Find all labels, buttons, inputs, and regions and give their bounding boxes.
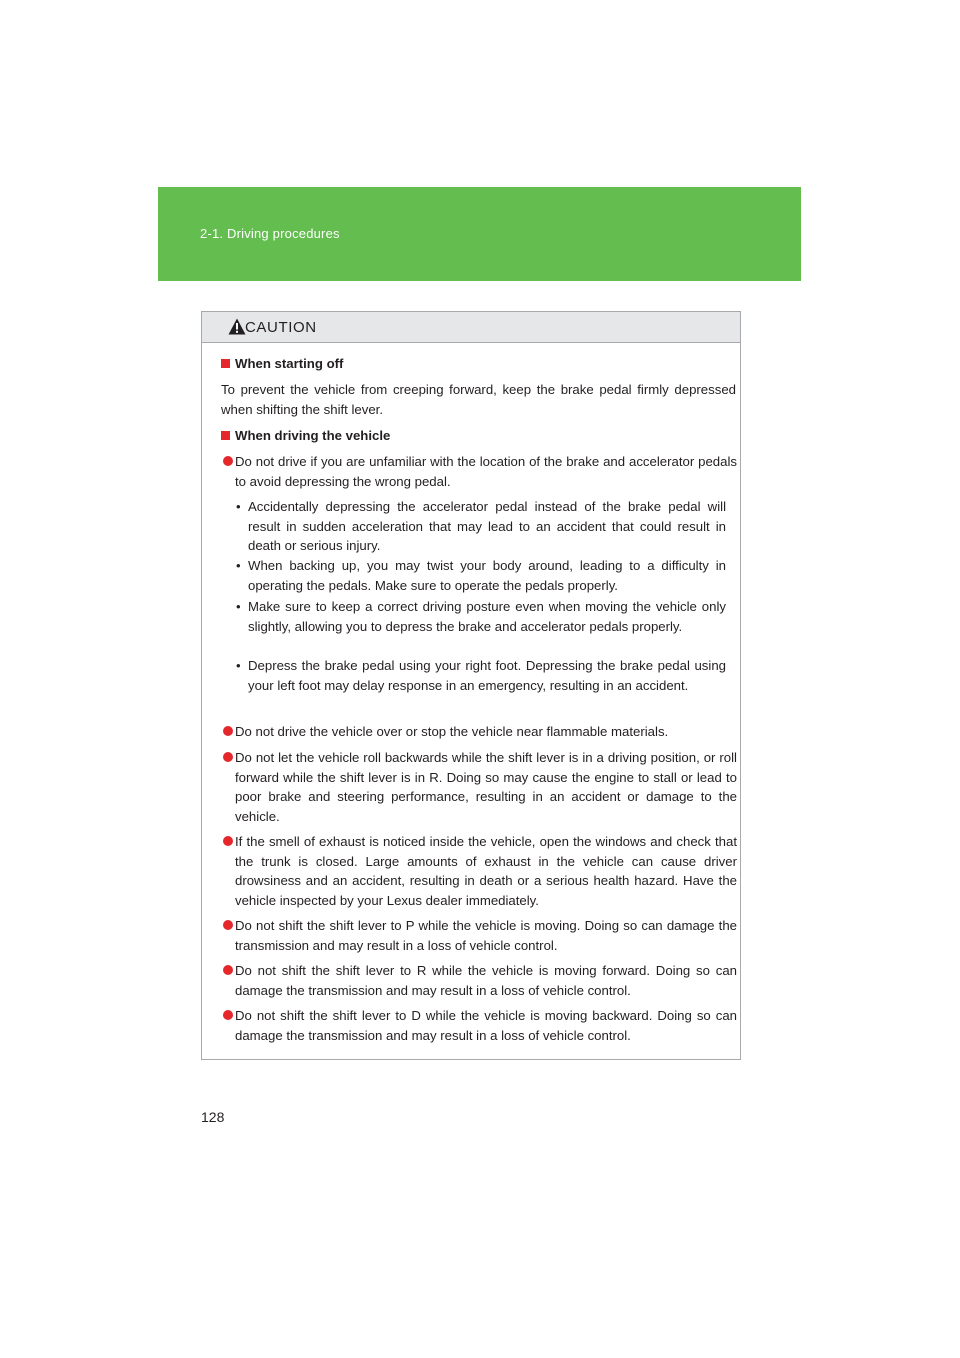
heading-driving: When driving the vehicle: [221, 426, 390, 446]
list-item: Do not drive if you are unfamiliar with the location of the brake and accelerator pedals to avoid depressing the wrong pedal.: [223, 452, 737, 491]
caution-box: [201, 311, 741, 1060]
bullet-icon: [223, 836, 233, 846]
caution-header: [202, 312, 740, 343]
warning-icon: [228, 318, 246, 335]
list-item: Do not drive the vehicle over or stop the vehicle near flammable materials.: [223, 722, 737, 742]
bullet-icon: [223, 920, 233, 930]
dot-marker-icon: •: [236, 658, 241, 673]
bullet-icon: [223, 965, 233, 975]
square-marker-icon: [221, 431, 230, 440]
list-item: Do not let the vehicle roll backwards while the shift lever is in a driving position, or roll forward while the shift lever is in R. Doing so may cause the engine to stall or lead to poor brake and steering performance, resulting in an accident or damage to the vehicle.: [223, 748, 737, 826]
sub-list-item: • When backing up, you may twist your body around, leading to a difficulty in operating the pedals. Make sure to operate the pedals properly.: [236, 558, 726, 593]
list-item: If the smell of exhaust is noticed inside the vehicle, open the windows and check that the trunk is closed. Large amounts of exhaust in the vehicle can cause driver drowsiness and an accident, resulting in death or a serious health hazard. Have the vehicle inspected by your Lexus dealer immediately.: [223, 832, 737, 910]
sub-list-item: • Accidentally depressing the accelerator pedal instead of the brake pedal will result in sudden acceleration that may lead to an accident that could result in death or serious injury.: [236, 499, 726, 553]
section-title: 2-1. Driving procedures: [200, 226, 340, 241]
caution-title: CAUTION: [245, 319, 317, 336]
sub-list-item: • Make sure to keep a correct driving posture even when moving the vehicle only slightly, allowing you to depress the brake and accelerator pedals properly.: [236, 599, 726, 634]
page-number: 128: [201, 1109, 225, 1125]
square-marker-icon: [221, 359, 230, 368]
list-item: Do not shift the shift lever to R while the vehicle is moving forward. Doing so can damage the transmission and may result in a loss of vehicle control.: [223, 961, 737, 1000]
dot-marker-icon: •: [236, 558, 241, 573]
starting-off-text: To prevent the vehicle from creeping forward, keep the brake pedal firmly depressed when shifting the shift lever.: [221, 382, 736, 417]
bullet-icon: [223, 1010, 233, 1020]
sub-list-item: • Depress the brake pedal using your right foot. Depressing the brake pedal using your left foot may delay response in an emergency, resulting in an accident.: [236, 658, 726, 693]
dot-marker-icon: •: [236, 499, 241, 514]
list-item: Do not shift the shift lever to D while the vehicle is moving backward. Doing so can damage the transmission and may result in a loss of vehicle control.: [223, 1006, 737, 1045]
bullet-icon: [223, 456, 233, 466]
heading-starting-off: When starting off: [221, 354, 343, 374]
list-item: Do not shift the shift lever to P while the vehicle is moving. Doing so can damage the transmission and may result in a loss of vehicle control.: [223, 916, 737, 955]
bullet-icon: [223, 752, 233, 762]
bullet-icon: [223, 726, 233, 736]
dot-marker-icon: •: [236, 599, 241, 614]
